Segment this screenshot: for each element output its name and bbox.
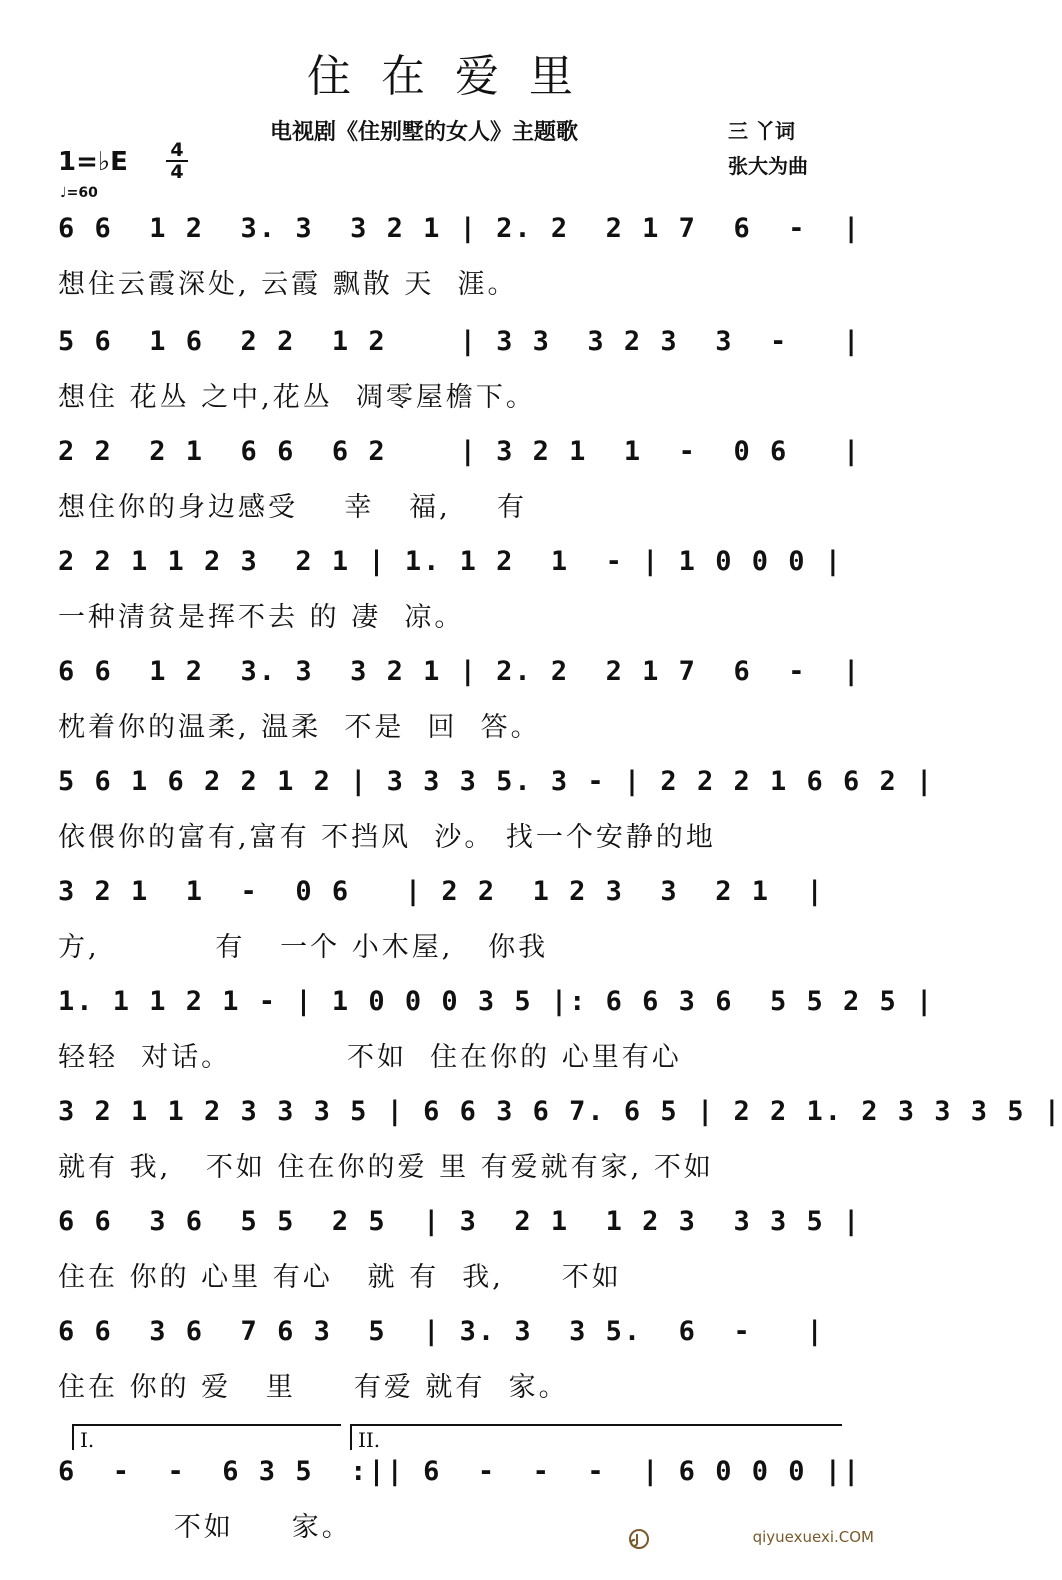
row-10 — [0, 1198, 910, 1316]
watermark: qiyuexuexi.COM — [752, 1528, 874, 1546]
time-signature — [165, 140, 189, 182]
notation-line: 6 - - 6 3 5 :|| 6 - - - | 6 0 0 0 || — [58, 1456, 862, 1487]
row-2 — [0, 318, 910, 436]
song-subtitle: 电视剧《住别墅的女人》主题歌 — [270, 120, 579, 145]
lyric-line: 想住 花丛 之中,花丛 凋零屋檐下。 — [58, 382, 536, 413]
key-signature: 1=♭E — [58, 147, 128, 177]
row-6 — [0, 758, 935, 876]
tempo-mark: ♩=60 — [60, 185, 98, 201]
lyric-line: 想住你的身边感受 幸 福, 有 — [58, 492, 527, 523]
lyric-line: 就有 我, 不如 住在你的爱 里 有爱就有家, 不如 — [58, 1152, 714, 1183]
composer-credit: 张大为曲 — [728, 154, 808, 178]
row-12 — [0, 1448, 910, 1566]
notation-line: 5 6 1 6 2 2 1 2 | 3 3 3 5. 3 - | 2 2 2 1 6 6 2 | — [58, 766, 935, 797]
first-ending-bracket: I. — [72, 1424, 341, 1450]
row-8 — [0, 978, 935, 1096]
notation-line: 6 6 1 2 3. 3 3 2 1 | 2. 2 2 1 7 6 - | — [58, 213, 862, 244]
notation-line: 3 2 1 1 - 0 6 | 2 2 1 2 3 3 2 1 | — [58, 876, 825, 907]
lyric-line: 不如 家。 — [58, 1512, 352, 1543]
lyric-line: 一种清贫是挥不去 的 凄 凉。 — [58, 602, 465, 633]
lyric-line: 想住云霞深处, 云霞 飘散 天 涯。 — [58, 269, 518, 300]
row-4 — [0, 538, 910, 656]
lyric-line: 依偎你的富有,富有 不挡风 沙。 找一个安静的地 — [58, 822, 716, 853]
notation-line: 6 6 1 2 3. 3 3 2 1 | 2. 2 2 1 7 6 - | — [58, 656, 862, 687]
row-11 — [0, 1308, 910, 1426]
second-ending-bracket: II. — [350, 1424, 842, 1450]
row-3 — [0, 428, 910, 546]
notation-line: 1. 1 1 2 1 - | 1 0 0 0 3 5 |: 6 6 3 6 5 5 2 5 | — [58, 986, 935, 1017]
row-9 — [0, 1088, 1062, 1206]
lyric-line: 住在 你的 心里 有心 就 有 我, 不如 — [58, 1262, 622, 1293]
lyric-line: 轻轻 对话。 不如 住在你的 心里有心 — [58, 1042, 682, 1073]
notation-line: 6 6 3 6 5 5 2 5 | 3 2 1 1 2 3 3 3 5 | — [58, 1206, 862, 1237]
notation-line: 2 2 1 1 2 3 2 1 | 1. 1 2 1 - | 1 0 0 0 | — [58, 546, 843, 577]
lyric-line: 枕着你的温柔, 温柔 不是 回 答。 — [58, 712, 541, 743]
song-title: 住在爱里 — [307, 51, 603, 102]
notation-line: 2 2 2 1 6 6 6 2 | 3 2 1 1 - 0 6 | — [58, 436, 862, 467]
notation-line: 3 2 1 1 2 3 3 3 5 | 6 6 3 6 7. 6 5 | 2 2 1. 2 3 3 3 5 | — [58, 1096, 1062, 1127]
row-7 — [0, 868, 910, 986]
row-1 — [0, 205, 910, 323]
lyric-line: 住在 你的 爱 里 有爱 就有 家。 — [58, 1372, 569, 1403]
lyric-line: 方, 有 一个 小木屋, 你我 — [58, 932, 549, 963]
time-signature-bottom: 4 — [170, 161, 184, 183]
lyricist-credit: 三 丫词 — [728, 119, 795, 143]
notation-line: 5 6 1 6 2 2 1 2 | 3 3 3 2 3 3 - | — [58, 326, 862, 357]
row-5 — [0, 648, 910, 766]
notation-line: 6 6 3 6 7 6 3 5 | 3. 3 3 5. 6 - | — [58, 1316, 825, 1347]
watermark-logo-icon — [628, 1528, 650, 1550]
time-signature-top: 4 — [170, 139, 184, 161]
